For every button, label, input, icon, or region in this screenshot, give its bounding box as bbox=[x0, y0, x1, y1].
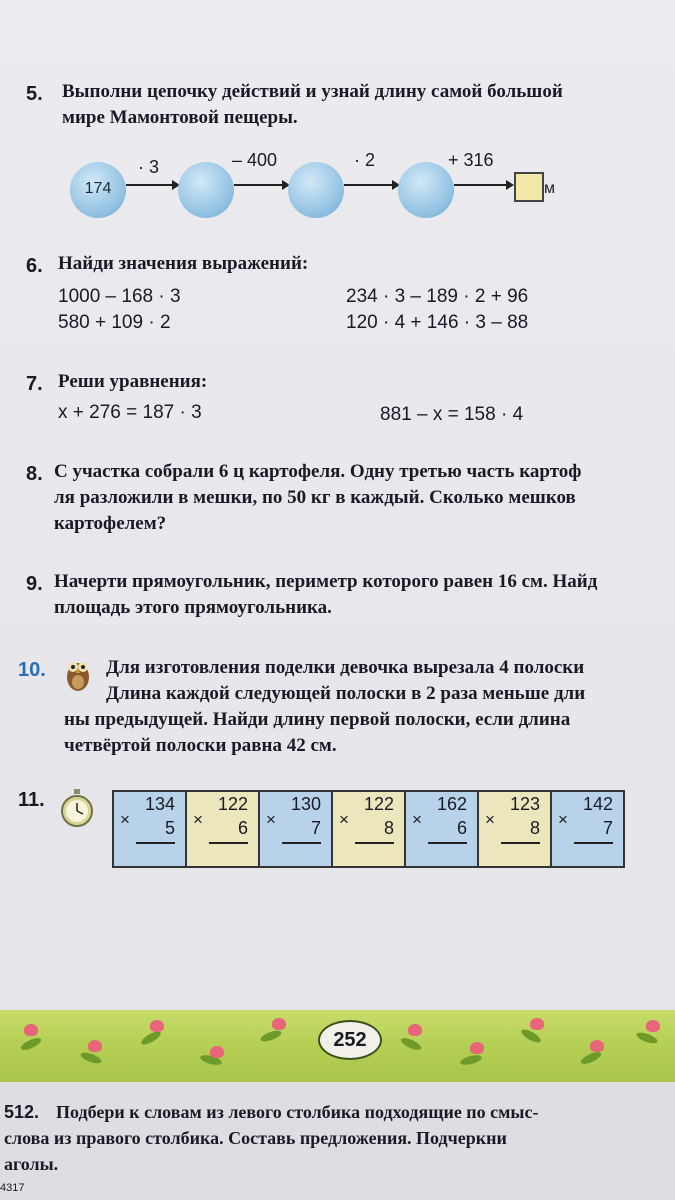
answer-box bbox=[514, 172, 544, 202]
task-text-line: ля разложили в мешки, по 50 кг в каждый. Сколько мешков bbox=[54, 487, 576, 508]
tulip-icon bbox=[408, 1024, 422, 1036]
arrow-icon bbox=[454, 184, 512, 186]
expression: 580 + 109 · 2 bbox=[58, 312, 171, 333]
task-number: 9. bbox=[26, 573, 43, 595]
tulip-icon bbox=[646, 1020, 660, 1032]
unit-label: м bbox=[544, 180, 555, 197]
print-code: 4317 bbox=[0, 1182, 25, 1194]
task-text-line: Начерти прямоугольник, периметр которого равен 16 см. Найд bbox=[54, 571, 598, 592]
task-text-line: С участка собрали 6 ц картофеля. Одну третью часть картоф bbox=[54, 461, 582, 482]
chain-circle bbox=[398, 162, 454, 218]
task-number: 8. bbox=[26, 463, 43, 485]
stopwatch-icon bbox=[60, 788, 94, 828]
task-text-line: Для изготовления поделки девочка вырезала 4 полоски bbox=[106, 657, 585, 678]
expression: 120 · 4 + 146 · 3 – 88 bbox=[346, 312, 529, 333]
chain-operation: + 316 bbox=[448, 150, 494, 170]
task-number: 10. bbox=[18, 659, 46, 681]
chain-circle bbox=[178, 162, 234, 218]
task-text-line: Подбери к словам из левого столбика подходящие по смыс- bbox=[56, 1102, 539, 1122]
expression: 1000 – 168 · 3 bbox=[58, 286, 181, 307]
multiplication-cell: × 134 5 bbox=[114, 792, 187, 866]
chain-operation: – 400 bbox=[232, 150, 278, 170]
tulip-icon bbox=[590, 1040, 604, 1052]
multiplication-table bbox=[112, 790, 625, 868]
task-title: Реши уравнения: bbox=[58, 371, 208, 392]
task-text-line: мире Мамонтовой пещеры. bbox=[62, 107, 298, 128]
tulip-icon bbox=[210, 1046, 224, 1058]
task-text-line: картофелем? bbox=[54, 513, 167, 534]
owl-icon bbox=[64, 653, 92, 693]
tulip-icon bbox=[470, 1042, 484, 1054]
page-number: 252 bbox=[318, 1020, 382, 1060]
multiplication-cell: × 162 6 bbox=[406, 792, 479, 866]
chain-circle bbox=[288, 162, 344, 218]
multiplication-cell: × 122 6 bbox=[187, 792, 260, 866]
task-text-line: площадь этого прямоугольника. bbox=[54, 597, 332, 618]
tulip-icon bbox=[272, 1018, 286, 1030]
equation: x + 276 = 187 · 3 bbox=[58, 402, 202, 423]
multiplication-cell: × 130 7 bbox=[260, 792, 333, 866]
chain-operation: · 2 bbox=[354, 150, 376, 170]
arrow-icon bbox=[234, 184, 288, 186]
task-text-line: ны предыдущей. Найди длину первой полоски, если длина bbox=[64, 709, 571, 730]
task-text-line: слова из правого столбика. Составь предложения. Подчеркни bbox=[4, 1128, 507, 1148]
task-number: 5. bbox=[26, 83, 43, 105]
multiplication-cell: × 123 8 bbox=[479, 792, 552, 866]
next-page-fragment bbox=[0, 1082, 675, 1200]
tulip-icon bbox=[24, 1024, 38, 1036]
task-text-line: Длина каждой следующей полоски в 2 раза меньше дли bbox=[106, 683, 586, 704]
task-number: 11. bbox=[18, 789, 45, 811]
expression: 234 · 3 – 189 · 2 + 96 bbox=[346, 286, 529, 307]
chain-operation: · 3 bbox=[138, 157, 160, 177]
arrow-icon bbox=[126, 184, 178, 186]
task-title: Найди значения выражений: bbox=[58, 253, 309, 274]
task-text-line: Выполни цепочку действий и узнай длину самой большой bbox=[62, 81, 563, 102]
task-number: 512. bbox=[4, 1102, 40, 1122]
chain-circle-start: 174 bbox=[70, 162, 126, 218]
task-text-line: четвёртой полоски равна 42 см. bbox=[64, 735, 337, 756]
tulip-icon bbox=[150, 1020, 164, 1032]
task-number: 7. bbox=[26, 373, 43, 395]
multiplication-cell: × 122 8 bbox=[333, 792, 406, 866]
task-text-line: аголы. bbox=[4, 1154, 59, 1174]
multiplication-cell: × 142 7 bbox=[552, 792, 623, 866]
arrow-icon bbox=[344, 184, 398, 186]
tulip-icon bbox=[530, 1018, 544, 1030]
task-number: 6. bbox=[26, 255, 43, 277]
equation: 881 – x = 158 · 4 bbox=[380, 404, 524, 425]
tulip-icon bbox=[88, 1040, 102, 1052]
